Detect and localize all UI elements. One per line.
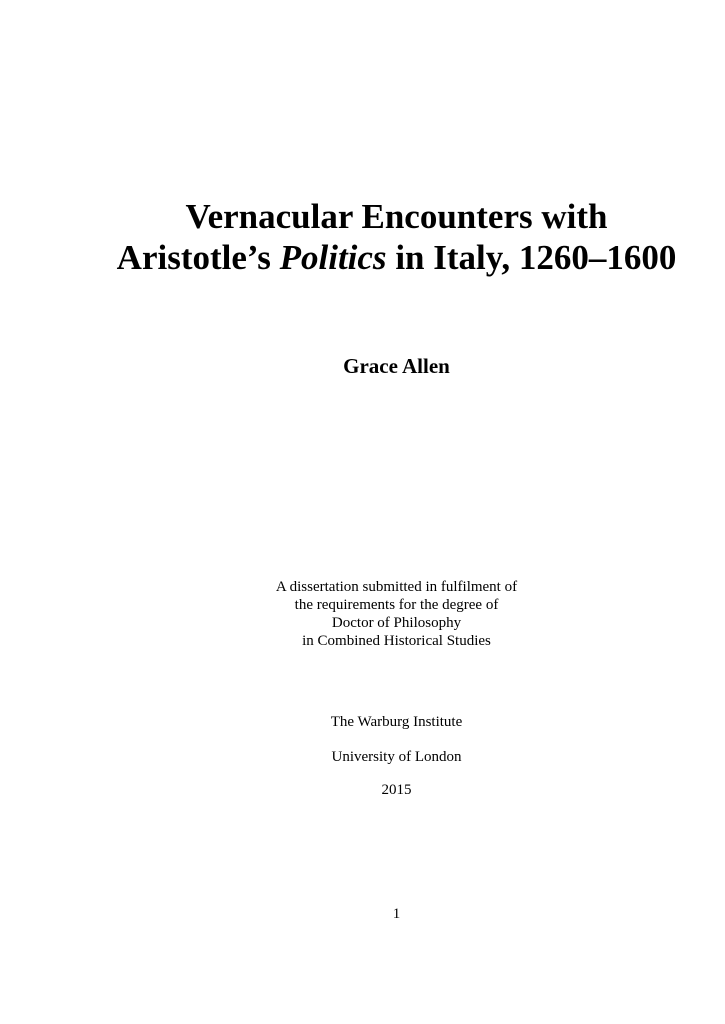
statement-line-3: Doctor of Philosophy bbox=[331, 615, 462, 631]
title-italic-work: Politics bbox=[279, 238, 387, 277]
dissertation-title bbox=[34, 196, 725, 278]
statement-line-4: in Combined Historical Studies bbox=[302, 633, 491, 649]
institute-name: The Warburg Institute bbox=[330, 714, 463, 730]
university-name: University of London bbox=[331, 749, 462, 765]
page-number: 1 bbox=[392, 906, 401, 922]
title-line-2-prefix: Aristotle’s bbox=[116, 238, 280, 277]
statement-line-2: the requirements for the degree of bbox=[294, 597, 499, 613]
statement-line-1: A dissertation submitted in fulfilment of bbox=[275, 579, 518, 595]
title-line-2 bbox=[34, 237, 725, 278]
degree-statement bbox=[34, 578, 725, 650]
title-line-1: Vernacular Encounters with bbox=[185, 197, 608, 236]
title-line-2-suffix: in Italy, 1260–1600 bbox=[386, 238, 677, 277]
author-name: Grace Allen bbox=[343, 354, 450, 378]
submission-year: 2015 bbox=[381, 782, 412, 798]
